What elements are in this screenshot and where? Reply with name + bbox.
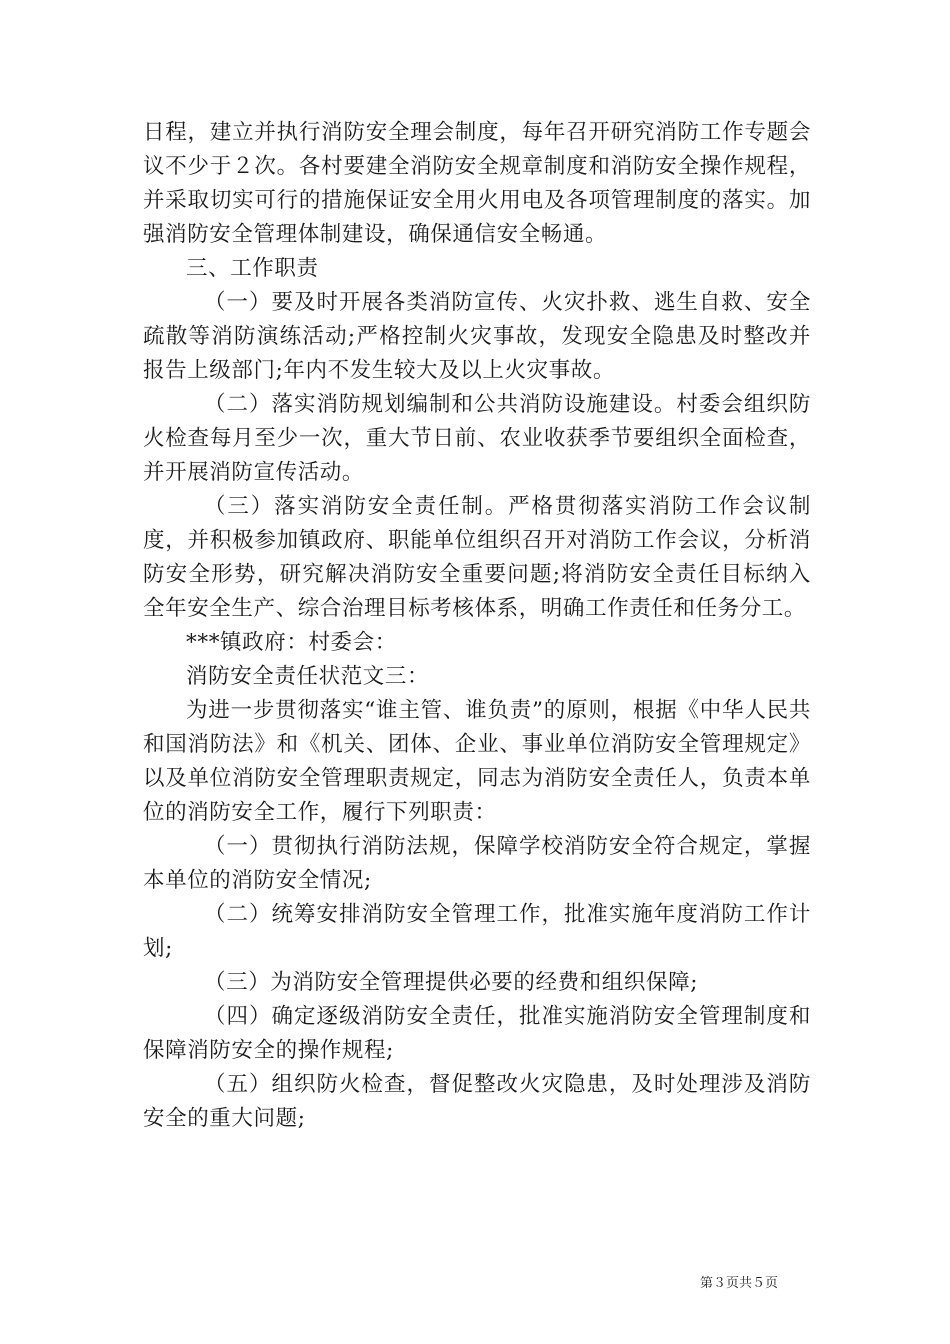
paragraph-duty-1: （一）要及时开展各类消防宣传、火灾扑救、逃生自救、安全疏散等消防演练活动;严格控制火灾事故，发现安全隐患及时整改并报告上级部门;年内不发生较大及以上火灾事故。: [143, 290, 811, 383]
paragraph-duty-2: （二）落实消防规划编制和公共消防设施建设。村委会组织防火检查每月至少一次，重大节日前、农业收获季节要组织全面检查，并开展消防宣传活动。: [143, 392, 811, 485]
paragraph-intro: 为进一步贯彻落实“谁主管、谁负责”的原则，根据《中华人民共和国消防法》和《机关、团体、企业、事业单位消防安全管理规定》以及单位消防安全管理职责规定，同志为消防安全责任人，负责本单位的消防安全工作，履行下列职责：: [143, 698, 811, 825]
list-item-1: （一）贯彻执行消防法规，保障学校消防安全符合规定，掌握本单位的消防安全情况;: [143, 834, 811, 893]
list-item-3: （三）为消防安全管理提供必要的经费和组织保障;: [204, 970, 699, 995]
list-item-2: （二）统筹安排消防安全管理工作，批准实施年度消防工作计划;: [143, 902, 811, 961]
sample-title: 消防安全责任状范文三：: [186, 664, 430, 689]
section-heading-duties: 三、工作职责: [186, 256, 319, 281]
list-item-4: （四）确定逐级消防安全责任，批准实施消防安全管理制度和保障消防安全的操作规程;: [143, 1004, 811, 1063]
paragraph-duty-3: （三）落实消防安全责任制。严格贯彻落实消防工作会议制度，并积极参加镇政府、职能单位组织召开对消防工作会议，分析消防安全形势，研究解决消防安全重要问题;将消防安全责任目标纳入全年安全生产、综合治理目标考核体系，明确工作责任和任务分工。: [143, 494, 811, 621]
paragraph-continuation: 日程，建立并执行消防安全理会制度，每年召开研究消防工作专题会议不少于２次。各村要建全消防安全规章制度和消防安全操作规程，并采取切实可行的措施保证安全用火用电及各项管理制度的落实。加强消防安全管理体制建设，确保通信安全畅通。: [143, 120, 811, 247]
page-number: 第３页共５页: [700, 1276, 779, 1291]
document-body: [143, 116, 811, 1136]
signature-line: ***镇政府：村委会：: [186, 630, 397, 655]
list-item-5: （五）组织防火检查，督促整改火灾隐患，及时处理涉及消防安全的重大问题;: [143, 1072, 811, 1131]
